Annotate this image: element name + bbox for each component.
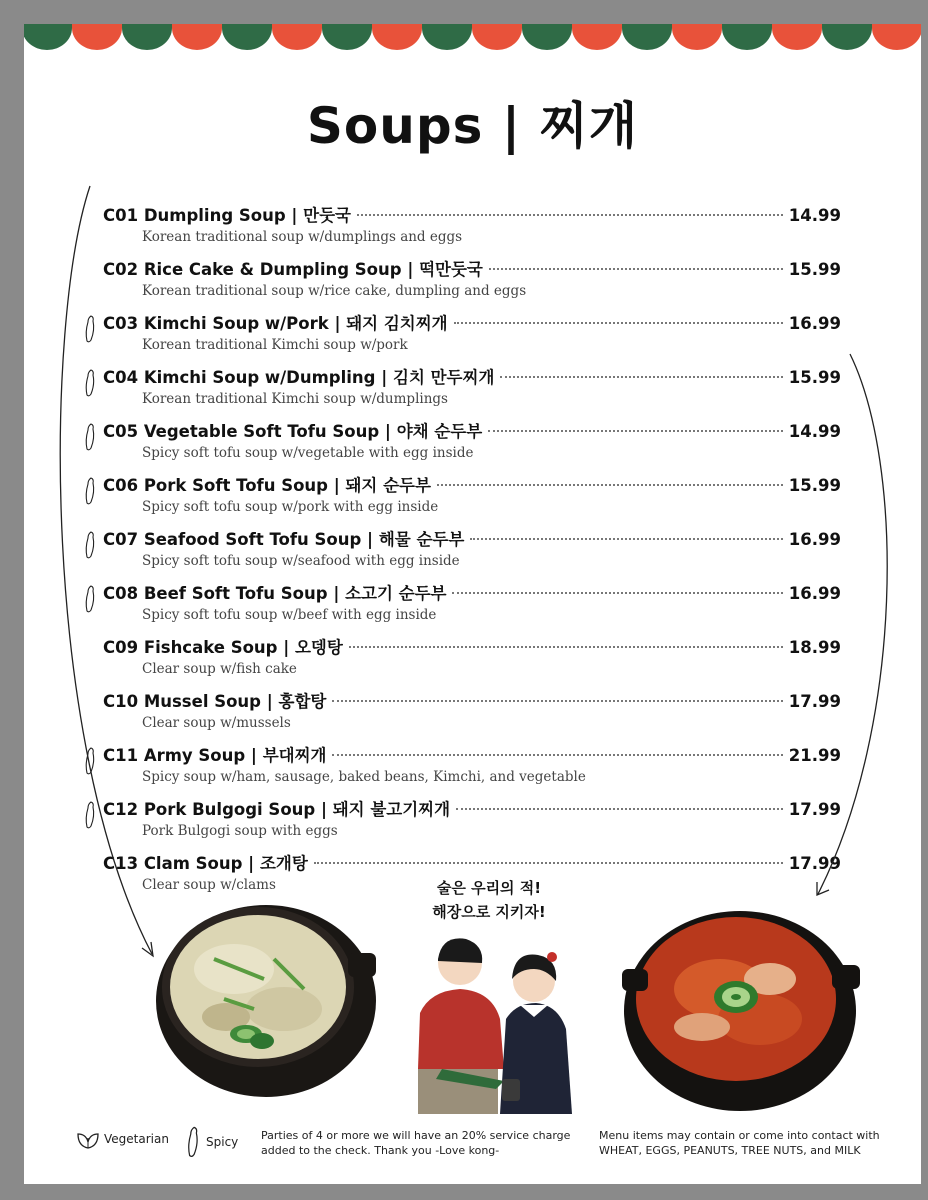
dot-leader bbox=[332, 754, 782, 756]
menu-item-description: Korean traditional soup w/rice cake, dumpling and eggs bbox=[142, 283, 527, 299]
menu-item-name: C13 Clam Soup | 조개탕 bbox=[103, 854, 308, 873]
menu-item-row bbox=[103, 850, 841, 874]
service-note-line-1: Parties of 4 or more we will have an 20% service charge bbox=[261, 1129, 571, 1142]
children-illustration bbox=[396, 929, 586, 1114]
menu-item-price: 17.99 bbox=[788, 692, 841, 711]
menu-item bbox=[24, 256, 921, 310]
korean-slogan bbox=[399, 876, 579, 924]
scallop-border bbox=[24, 24, 921, 50]
menu-item-name: C06 Pork Soft Tofu Soup | 돼지 순두부 bbox=[103, 476, 431, 495]
menu-item-name: C02 Rice Cake & Dumpling Soup | 떡만둣국 bbox=[103, 260, 483, 279]
menu-item bbox=[24, 580, 921, 634]
menu-item-description: Korean traditional soup w/dumplings and eggs bbox=[142, 229, 463, 245]
menu-item bbox=[24, 796, 921, 850]
menu-item bbox=[24, 364, 921, 418]
scallop bbox=[872, 24, 921, 50]
menu-item-price: 14.99 bbox=[788, 422, 841, 441]
menu-item bbox=[24, 418, 921, 472]
slogan-line-2: 해장으로 지키자! bbox=[432, 903, 546, 921]
spicy-label: Spicy bbox=[206, 1135, 239, 1149]
menu-item-row bbox=[103, 256, 841, 280]
menu-item-row bbox=[103, 472, 841, 496]
scallop bbox=[472, 24, 522, 50]
scallop bbox=[722, 24, 772, 50]
vegetarian-label: Vegetarian bbox=[104, 1132, 169, 1146]
dot-leader bbox=[314, 862, 783, 864]
menu-item-description: Clear soup w/clams bbox=[142, 877, 276, 893]
allergen-note-line-1: Menu items may contain or come into contact with bbox=[599, 1129, 880, 1142]
menu-item bbox=[24, 526, 921, 580]
kimchi-dumpling-soup-photo bbox=[620, 899, 865, 1114]
chili-pepper-icon bbox=[82, 584, 98, 614]
dot-leader bbox=[357, 214, 783, 216]
scallop bbox=[72, 24, 122, 50]
menu-item-name: C12 Pork Bulgogi Soup | 돼지 불고기찌개 bbox=[103, 800, 451, 819]
scallop bbox=[172, 24, 222, 50]
menu-item-row bbox=[103, 634, 841, 658]
menu-item-name: C10 Mussel Soup | 홍합탕 bbox=[103, 692, 327, 711]
scallop bbox=[522, 24, 572, 50]
menu-item-row bbox=[103, 580, 841, 604]
allergen-note bbox=[599, 1128, 880, 1158]
scallop bbox=[24, 24, 72, 50]
menu-item-description: Spicy soft tofu soup w/seafood with egg inside bbox=[142, 553, 460, 569]
dumpling-soup-photo bbox=[154, 889, 384, 1104]
menu-item-name: C08 Beef Soft Tofu Soup | 소고기 순두부 bbox=[103, 584, 447, 603]
menu-item-description: Spicy soft tofu soup w/vegetable with egg inside bbox=[142, 445, 474, 461]
scallop bbox=[372, 24, 422, 50]
menu-item-price: 14.99 bbox=[788, 206, 841, 225]
scallop bbox=[322, 24, 372, 50]
menu-item-price: 17.99 bbox=[788, 854, 841, 873]
menu-item-row bbox=[103, 310, 841, 334]
scallop bbox=[122, 24, 172, 50]
chili-pepper-icon bbox=[82, 476, 98, 506]
menu-item-name: C11 Army Soup | 부대찌개 bbox=[103, 746, 327, 765]
chili-pepper-icon bbox=[82, 746, 98, 776]
menu-item-row bbox=[103, 418, 841, 442]
menu-item bbox=[24, 688, 921, 742]
menu-item-name: C07 Seafood Soft Tofu Soup | 해물 순두부 bbox=[103, 530, 465, 549]
dot-leader bbox=[456, 808, 783, 810]
dot-leader bbox=[488, 430, 783, 432]
allergen-note-line-2: WHEAT, EGGS, PEANUTS, TREE NUTS, and MILK bbox=[599, 1144, 861, 1157]
menu-item-description: Clear soup w/mussels bbox=[142, 715, 291, 731]
dot-leader bbox=[452, 592, 782, 594]
menu-item bbox=[24, 472, 921, 526]
menu-item-row bbox=[103, 796, 841, 820]
scallop bbox=[622, 24, 672, 50]
menu-page bbox=[24, 24, 921, 1184]
vegetarian-legend bbox=[76, 1128, 169, 1150]
menu-item-row bbox=[103, 364, 841, 388]
left-arrow-head bbox=[142, 942, 153, 956]
chili-pepper-icon bbox=[82, 530, 98, 560]
dot-leader bbox=[489, 268, 783, 270]
menu-item-description: Korean traditional Kimchi soup w/dumplings bbox=[142, 391, 448, 407]
menu-item-price: 15.99 bbox=[788, 368, 841, 387]
menu-item-price: 16.99 bbox=[788, 314, 841, 333]
menu-item-price: 21.99 bbox=[788, 746, 841, 765]
menu-item-description: Clear soup w/fish cake bbox=[142, 661, 297, 677]
menu-item-description: Spicy soft tofu soup w/beef with egg inside bbox=[142, 607, 437, 623]
menu-item bbox=[24, 742, 921, 796]
menu-item-price: 16.99 bbox=[788, 530, 841, 549]
scallop bbox=[672, 24, 722, 50]
menu-item-price: 17.99 bbox=[788, 800, 841, 819]
menu-item-description: Spicy soft tofu soup w/pork with egg inside bbox=[142, 499, 439, 515]
menu-item-row bbox=[103, 526, 841, 550]
chili-pepper-icon bbox=[82, 422, 98, 452]
menu-item-name: C01 Dumpling Soup | 만둣국 bbox=[103, 206, 351, 225]
menu-item-row bbox=[103, 742, 841, 766]
chili-pepper-icon bbox=[184, 1124, 202, 1160]
slogan-line-1: 술은 우리의 적! bbox=[436, 879, 542, 897]
service-charge-note bbox=[261, 1128, 570, 1158]
scallop bbox=[572, 24, 622, 50]
scallop bbox=[222, 24, 272, 50]
menu-item-name: C04 Kimchi Soup w/Dumpling | 김치 만두찌개 bbox=[103, 368, 495, 387]
menu-item-description: Korean traditional Kimchi soup w/pork bbox=[142, 337, 408, 353]
chili-pepper-icon bbox=[82, 800, 98, 830]
dot-leader bbox=[349, 646, 783, 648]
menu-item-price: 18.99 bbox=[788, 638, 841, 657]
menu-item-name: C05 Vegetable Soft Tofu Soup | 야채 순두부 bbox=[103, 422, 483, 441]
menu-item bbox=[24, 634, 921, 688]
menu-item-name: C09 Fishcake Soup | 오뎅탕 bbox=[103, 638, 343, 657]
chili-pepper-icon bbox=[82, 314, 98, 344]
service-note-line-2: added to the check. Thank you -Love kong- bbox=[261, 1144, 500, 1157]
dot-leader bbox=[470, 538, 783, 540]
scallop bbox=[422, 24, 472, 50]
dot-leader bbox=[454, 322, 783, 324]
menu-item-row bbox=[103, 202, 841, 226]
menu-item bbox=[24, 310, 921, 364]
chili-pepper-icon bbox=[82, 368, 98, 398]
menu-item-description: Spicy soup w/ham, sausage, baked beans, Kimchi, and vegetable bbox=[142, 769, 586, 785]
dot-leader bbox=[332, 700, 782, 702]
menu-item-row bbox=[103, 688, 841, 712]
page-title: Soups | 찌개 bbox=[306, 97, 639, 155]
scallop bbox=[772, 24, 822, 50]
menu-item-price: 16.99 bbox=[788, 584, 841, 603]
leaf-icon bbox=[76, 1128, 100, 1150]
menu-item bbox=[24, 202, 921, 256]
footer bbox=[24, 1124, 921, 1174]
scallop bbox=[272, 24, 322, 50]
menu-item-description: Pork Bulgogi soup with eggs bbox=[142, 823, 338, 839]
menu-item-name: C03 Kimchi Soup w/Pork | 돼지 김치찌개 bbox=[103, 314, 448, 333]
spicy-legend bbox=[184, 1124, 238, 1160]
menu-item-price: 15.99 bbox=[788, 476, 841, 495]
scallop bbox=[822, 24, 872, 50]
menu-item-price: 15.99 bbox=[788, 260, 841, 279]
dot-leader bbox=[500, 376, 782, 378]
dot-leader bbox=[437, 484, 783, 486]
